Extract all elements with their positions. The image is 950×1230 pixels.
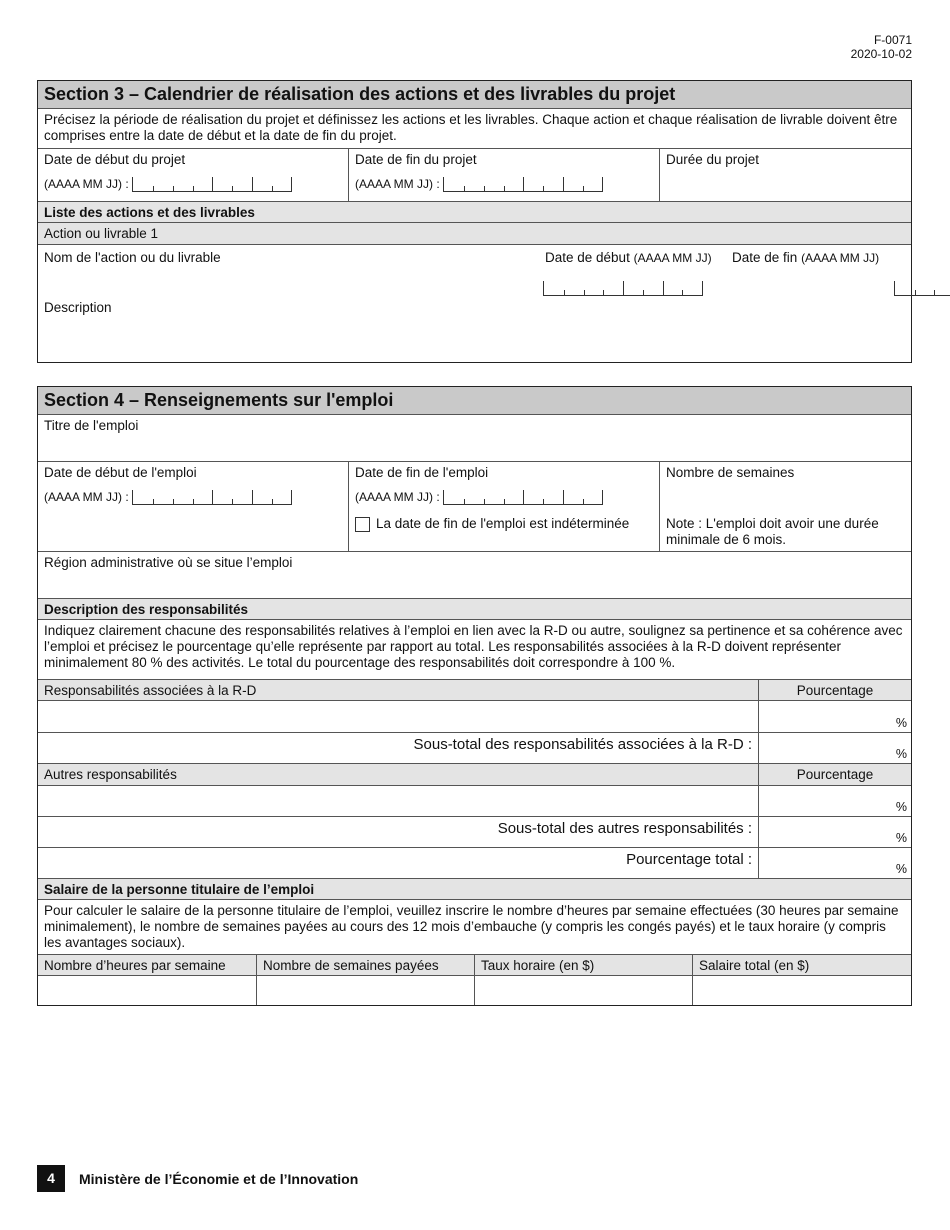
section-4 bbox=[37, 386, 912, 1006]
other-resp-header: Autres responsabilités bbox=[44, 767, 177, 782]
other-pct-input[interactable] bbox=[758, 786, 911, 816]
project-start-cell bbox=[38, 149, 348, 201]
job-start-label: Date de début de l'emploi bbox=[44, 465, 197, 480]
region-cell[interactable] bbox=[38, 551, 911, 598]
rd-header-row bbox=[38, 679, 911, 700]
total-salary-header: Salaire total (en $) bbox=[692, 955, 911, 975]
action-end-input[interactable] bbox=[894, 281, 950, 296]
total-row bbox=[38, 847, 911, 878]
job-dates-row bbox=[38, 461, 911, 551]
percent-sign: % bbox=[895, 747, 907, 761]
job-title-label: Titre de l'emploi bbox=[44, 418, 139, 433]
percent-sign: % bbox=[895, 800, 907, 814]
rd-pct-header: Pourcentage bbox=[758, 680, 911, 700]
project-duration-label: Durée du projet bbox=[666, 152, 760, 167]
section-3-intro: Précisez la période de réalisation du projet et définissez les actions et les livrables. Chaque action et chaque réalisation de livrable doivent être comprises entre la date de début et la date de fin du projet. bbox=[38, 108, 911, 148]
rd-subtotal-input[interactable] bbox=[758, 733, 911, 763]
percent-sign: % bbox=[895, 831, 907, 845]
action-name-label: Nom de l'action ou du livrable bbox=[44, 250, 221, 265]
rd-subtotal-label: Sous-total des responsabilités associées à la R-D : bbox=[413, 736, 752, 753]
other-header-row bbox=[38, 763, 911, 785]
date-format-label: (AAAA MM JJ) : bbox=[355, 177, 440, 191]
hourly-rate-input[interactable] bbox=[474, 976, 692, 1005]
percent-sign: % bbox=[895, 862, 907, 876]
rd-resp-header: Responsabilités associées à la R-D bbox=[44, 683, 257, 698]
description-label: Description bbox=[44, 300, 112, 315]
weeks-paid-header: Nombre de semaines payées bbox=[256, 955, 474, 975]
ministry-name: Ministère de l’Économie et de l’Innovation bbox=[79, 1170, 359, 1187]
section-4-title: Section 4 – Renseignements sur l'emploi bbox=[38, 387, 911, 414]
job-end-label: Date de fin de l'emploi bbox=[355, 465, 489, 480]
rd-pct-input[interactable] bbox=[758, 701, 911, 732]
hours-header: Nombre d’heures par semaine bbox=[44, 958, 226, 973]
project-start-input[interactable] bbox=[132, 177, 292, 192]
region-label: Région administrative où se situe l’emploi bbox=[44, 555, 293, 570]
weeks-paid-input[interactable] bbox=[256, 976, 474, 1005]
salary-input-row bbox=[38, 975, 911, 1005]
project-dates-row bbox=[38, 148, 911, 201]
hourly-rate-header: Taux horaire (en $) bbox=[474, 955, 692, 975]
form-code bbox=[851, 33, 912, 61]
job-start-cell bbox=[38, 462, 348, 551]
project-end-input[interactable] bbox=[443, 177, 603, 192]
weeks-cell[interactable] bbox=[659, 462, 911, 551]
other-pct-header: Pourcentage bbox=[758, 764, 911, 785]
indeterminate-label: La date de fin de l'emploi est indéterminée bbox=[376, 515, 630, 531]
total-pct-label: Pourcentage total : bbox=[626, 851, 752, 868]
action-start-label: Date de début bbox=[545, 250, 630, 265]
salary-intro: Pour calculer le salaire de la personne titulaire de l’emploi, veuillez inscrire le nombre d’heures par semaine effectuées (30 heures par semaine minimalement), le nombre de semaines payées au cours des 12 mois d’embauche (y compris les congés payés) et le taux horaire (y compris les avantages sociaux). bbox=[38, 899, 911, 954]
project-end-label: Date de fin du projet bbox=[355, 152, 477, 167]
weeks-label: Nombre de semaines bbox=[666, 465, 795, 480]
action-1-header: Action ou livrable 1 bbox=[38, 222, 911, 244]
job-start-input[interactable] bbox=[132, 490, 292, 505]
indeterminate-checkbox[interactable] bbox=[355, 517, 370, 532]
job-end-cell bbox=[348, 462, 659, 551]
rd-resp-input[interactable] bbox=[38, 701, 758, 732]
job-title-cell[interactable] bbox=[38, 414, 911, 461]
action-end-label: Date de fin bbox=[732, 250, 798, 265]
total-salary-input[interactable] bbox=[692, 976, 911, 1005]
project-duration-cell[interactable] bbox=[659, 149, 911, 201]
total-pct-input[interactable] bbox=[758, 848, 911, 878]
other-resp-input[interactable] bbox=[38, 786, 758, 816]
date-format-label: (AAAA MM JJ) : bbox=[44, 177, 129, 191]
responsibilities-title: Description des responsabilités bbox=[38, 598, 911, 619]
project-end-cell bbox=[348, 149, 659, 201]
percent-sign: % bbox=[895, 716, 907, 730]
section-3 bbox=[37, 80, 912, 363]
job-end-input[interactable] bbox=[443, 490, 603, 505]
section-3-title: Section 3 – Calendrier de réalisation des actions et des livrables du projet bbox=[38, 81, 911, 108]
action-start-input[interactable] bbox=[543, 281, 703, 296]
other-subtotal-label: Sous-total des autres responsabilités : bbox=[497, 820, 752, 837]
page-number: 4 bbox=[37, 1165, 65, 1192]
rd-subtotal-row bbox=[38, 732, 911, 763]
hours-input[interactable] bbox=[38, 976, 256, 1005]
rd-row bbox=[38, 700, 911, 732]
salary-header-row bbox=[38, 954, 911, 975]
action-1-body[interactable] bbox=[38, 244, 911, 362]
date-format-label: (AAAA MM JJ) bbox=[633, 251, 712, 265]
salary-title: Salaire de la personne titulaire de l’emploi bbox=[38, 878, 911, 899]
form-number: F-0071 bbox=[873, 33, 912, 47]
other-subtotal-row bbox=[38, 816, 911, 847]
other-row bbox=[38, 785, 911, 816]
duration-note: Note : L'emploi doit avoir une durée minimale de 6 mois. bbox=[666, 516, 879, 547]
form-date: 2020-10-02 bbox=[850, 47, 912, 61]
page-footer bbox=[37, 1165, 358, 1192]
date-format-label: (AAAA MM JJ) bbox=[801, 251, 880, 265]
date-format-label: (AAAA MM JJ) : bbox=[355, 490, 440, 504]
other-subtotal-input[interactable] bbox=[758, 817, 911, 847]
date-format-label: (AAAA MM JJ) : bbox=[44, 490, 129, 504]
action-list-title: Liste des actions et des livrables bbox=[38, 201, 911, 222]
responsibilities-intro: Indiquez clairement chacune des responsabilités relatives à l’emploi en lien avec la R-D ou autre, soulignez sa pertinence et sa cohérence avec l’emploi et précisez le pourcentage qu’elle représente par rapport au total. Les responsabilités associées à la R-D doivent représenter minimalement 80 % des activités. Le total du pourcentage des responsabilités doit correspondre à 100 %. bbox=[38, 619, 911, 679]
project-start-label: Date de début du projet bbox=[44, 152, 186, 167]
